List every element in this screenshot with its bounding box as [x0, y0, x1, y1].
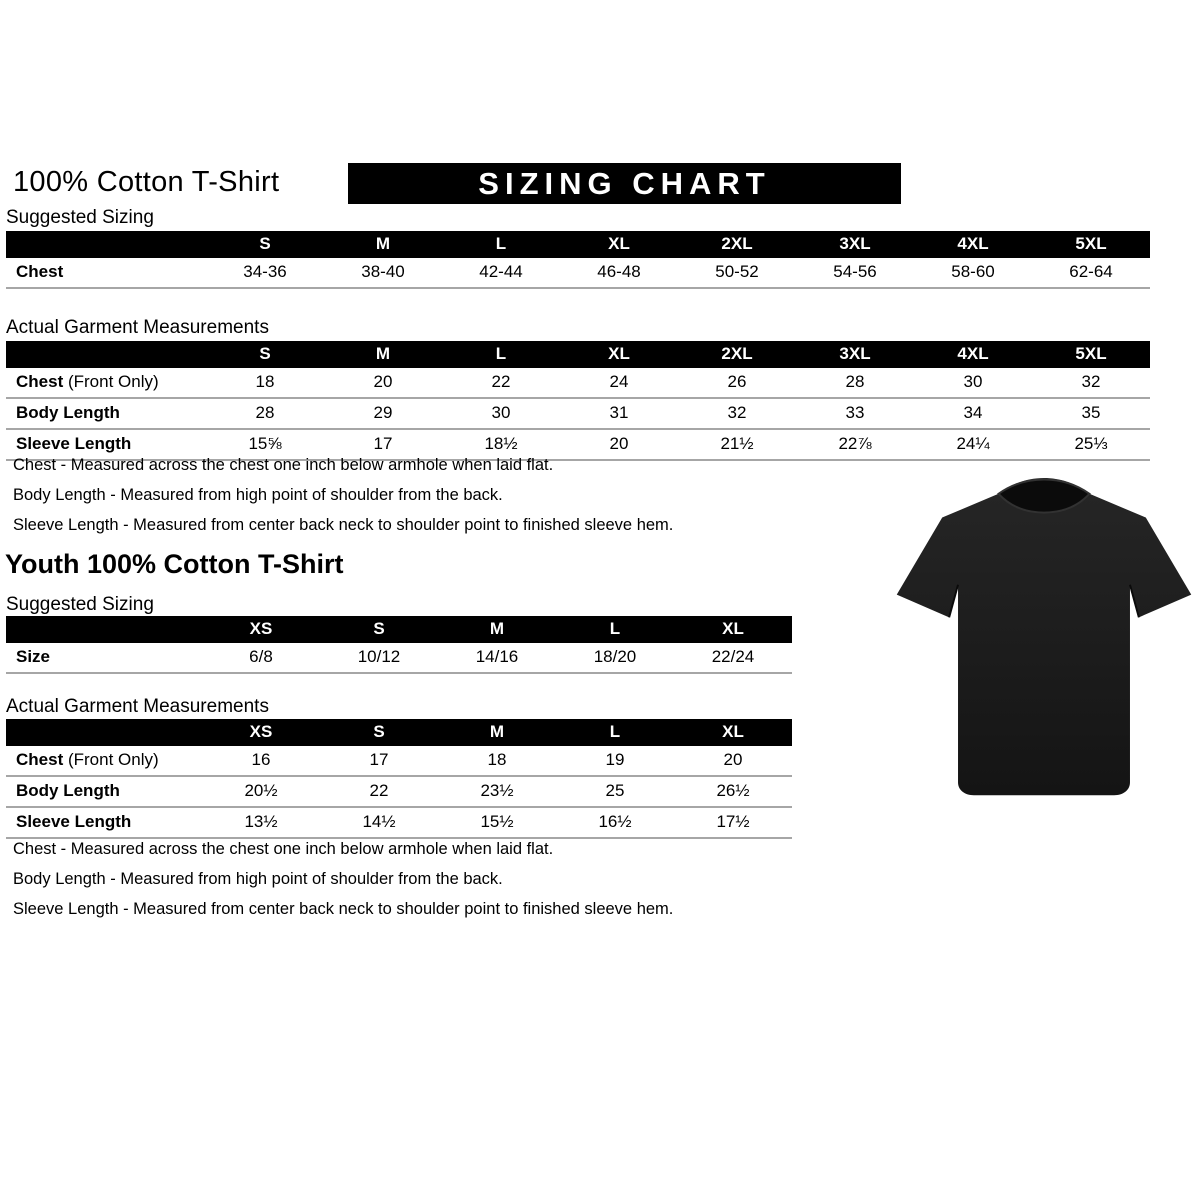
size-column-header: L [442, 341, 560, 368]
size-table-row [6, 746, 792, 776]
youth-note-sleeve-length: Sleeve Length - Measured from center back neck to shoulder point to finished sleeve hem. [13, 900, 674, 918]
adult-note-chest: Chest - Measured across the chest one inch below armhole when laid flat. [13, 456, 554, 474]
row-label: Size [6, 643, 202, 673]
size-table-row [6, 776, 792, 807]
size-value-cell: 22⅞ [796, 429, 914, 460]
size-value-cell: 46-48 [560, 258, 678, 288]
size-value-cell: 25 [556, 776, 674, 807]
size-value-cell: 16 [202, 746, 320, 776]
size-table-header-row [6, 341, 1150, 368]
size-value-cell: 15½ [438, 807, 556, 838]
size-value-cell: 17½ [674, 807, 792, 838]
size-column-header: M [438, 719, 556, 746]
row-label: Chest (Front Only) [6, 746, 202, 776]
size-column-header: M [324, 341, 442, 368]
size-table [6, 341, 1150, 461]
size-column-header: S [320, 616, 438, 643]
size-value-cell: 18 [438, 746, 556, 776]
youth-garment-measurements-label: Actual Garment Measurements [6, 696, 269, 717]
adult-notes [13, 456, 673, 546]
adult-suggested-sizing-label: Suggested Sizing [6, 207, 154, 228]
size-value-cell: 34 [914, 398, 1032, 429]
size-value-cell: 31 [560, 398, 678, 429]
size-column-header: 3XL [796, 341, 914, 368]
size-column-header: 3XL [796, 231, 914, 258]
size-value-cell: 54-56 [796, 258, 914, 288]
size-column-header: M [324, 231, 442, 258]
size-value-cell: 22 [442, 368, 560, 398]
size-value-cell: 32 [1032, 368, 1150, 398]
size-column-header: L [556, 719, 674, 746]
adult-note-sleeve-length: Sleeve Length - Measured from center back neck to shoulder point to finished sleeve hem. [13, 516, 674, 534]
size-value-cell: 17 [324, 429, 442, 460]
row-label: Chest (Front Only) [6, 368, 206, 398]
size-value-cell: 6/8 [202, 643, 320, 673]
youth-title: Youth 100% Cotton T-Shirt [5, 549, 344, 579]
tshirt-image [895, 478, 1193, 814]
size-value-cell: 42-44 [442, 258, 560, 288]
size-value-cell: 34-36 [206, 258, 324, 288]
size-column-header: 2XL [678, 231, 796, 258]
size-value-cell: 25⅓ [1032, 429, 1150, 460]
size-table-corner-cell [6, 616, 202, 643]
row-label: Body Length [6, 776, 202, 807]
size-value-cell: 58-60 [914, 258, 1032, 288]
size-value-cell: 22 [320, 776, 438, 807]
size-value-cell: 22/24 [674, 643, 792, 673]
row-label: Chest [6, 258, 206, 288]
youth-suggested-table [6, 616, 792, 674]
size-table [6, 231, 1150, 289]
size-value-cell: 26 [678, 368, 796, 398]
size-table-row [6, 807, 792, 838]
size-value-cell: 33 [796, 398, 914, 429]
size-value-cell: 32 [678, 398, 796, 429]
size-column-header: XL [674, 719, 792, 746]
adult-garment-table [6, 341, 1150, 461]
adult-note-body-length: Body Length - Measured from high point of shoulder from the back. [13, 486, 503, 504]
size-table-row [6, 368, 1150, 398]
youth-garment-table [6, 719, 792, 839]
sizing-chart-banner: SIZING CHART [348, 163, 901, 204]
youth-suggested-sizing-label: Suggested Sizing [6, 594, 154, 615]
size-value-cell: 35 [1032, 398, 1150, 429]
size-value-cell: 24 [560, 368, 678, 398]
size-table [6, 616, 792, 674]
page-title: 100% Cotton T-Shirt [13, 166, 280, 198]
youth-note-chest: Chest - Measured across the chest one inch below armhole when laid flat. [13, 840, 554, 858]
row-label: Sleeve Length [6, 429, 206, 460]
size-column-header: 2XL [678, 341, 796, 368]
size-table-header-row [6, 719, 792, 746]
size-value-cell: 23½ [438, 776, 556, 807]
size-column-header: S [206, 231, 324, 258]
size-value-cell: 28 [796, 368, 914, 398]
size-table-row [6, 643, 792, 673]
size-column-header: L [556, 616, 674, 643]
size-value-cell: 20 [674, 746, 792, 776]
row-label: Sleeve Length [6, 807, 202, 838]
size-column-header: L [442, 231, 560, 258]
size-column-header: S [206, 341, 324, 368]
tshirt-graphic [895, 478, 1193, 814]
size-column-header: 5XL [1032, 341, 1150, 368]
size-value-cell: 62-64 [1032, 258, 1150, 288]
size-value-cell: 15⅝ [206, 429, 324, 460]
size-table-row [6, 398, 1150, 429]
size-value-cell: 17 [320, 746, 438, 776]
size-column-header: XS [202, 616, 320, 643]
size-column-header: 5XL [1032, 231, 1150, 258]
size-value-cell: 20½ [202, 776, 320, 807]
row-label: Body Length [6, 398, 206, 429]
size-column-header: XL [560, 341, 678, 368]
size-table-corner-cell [6, 341, 206, 368]
size-table-corner-cell [6, 719, 202, 746]
size-table-row [6, 258, 1150, 288]
size-value-cell: 24¼ [914, 429, 1032, 460]
tshirt-body [897, 478, 1191, 795]
youth-notes [13, 840, 673, 930]
youth-note-body-length: Body Length - Measured from high point of shoulder from the back. [13, 870, 503, 888]
size-value-cell: 10/12 [320, 643, 438, 673]
adult-garment-measurements-label: Actual Garment Measurements [6, 317, 269, 338]
size-value-cell: 30 [442, 398, 560, 429]
size-value-cell: 19 [556, 746, 674, 776]
size-value-cell: 38-40 [324, 258, 442, 288]
size-value-cell: 13½ [202, 807, 320, 838]
size-table [6, 719, 792, 839]
size-value-cell: 18 [206, 368, 324, 398]
size-value-cell: 21½ [678, 429, 796, 460]
size-value-cell: 29 [324, 398, 442, 429]
size-column-header: S [320, 719, 438, 746]
size-column-header: M [438, 616, 556, 643]
size-value-cell: 16½ [556, 807, 674, 838]
size-value-cell: 14/16 [438, 643, 556, 673]
size-value-cell: 26½ [674, 776, 792, 807]
size-value-cell: 50-52 [678, 258, 796, 288]
size-table-header-row [6, 616, 792, 643]
size-column-header: 4XL [914, 231, 1032, 258]
size-value-cell: 20 [324, 368, 442, 398]
size-column-header: 4XL [914, 341, 1032, 368]
size-table-corner-cell [6, 231, 206, 258]
size-table-header-row [6, 231, 1150, 258]
size-value-cell: 28 [206, 398, 324, 429]
size-value-cell: 14½ [320, 807, 438, 838]
size-column-header: XS [202, 719, 320, 746]
size-value-cell: 18½ [442, 429, 560, 460]
size-value-cell: 30 [914, 368, 1032, 398]
size-value-cell: 18/20 [556, 643, 674, 673]
size-column-header: XL [560, 231, 678, 258]
size-value-cell: 20 [560, 429, 678, 460]
size-column-header: XL [674, 616, 792, 643]
adult-suggested-table [6, 231, 1150, 289]
